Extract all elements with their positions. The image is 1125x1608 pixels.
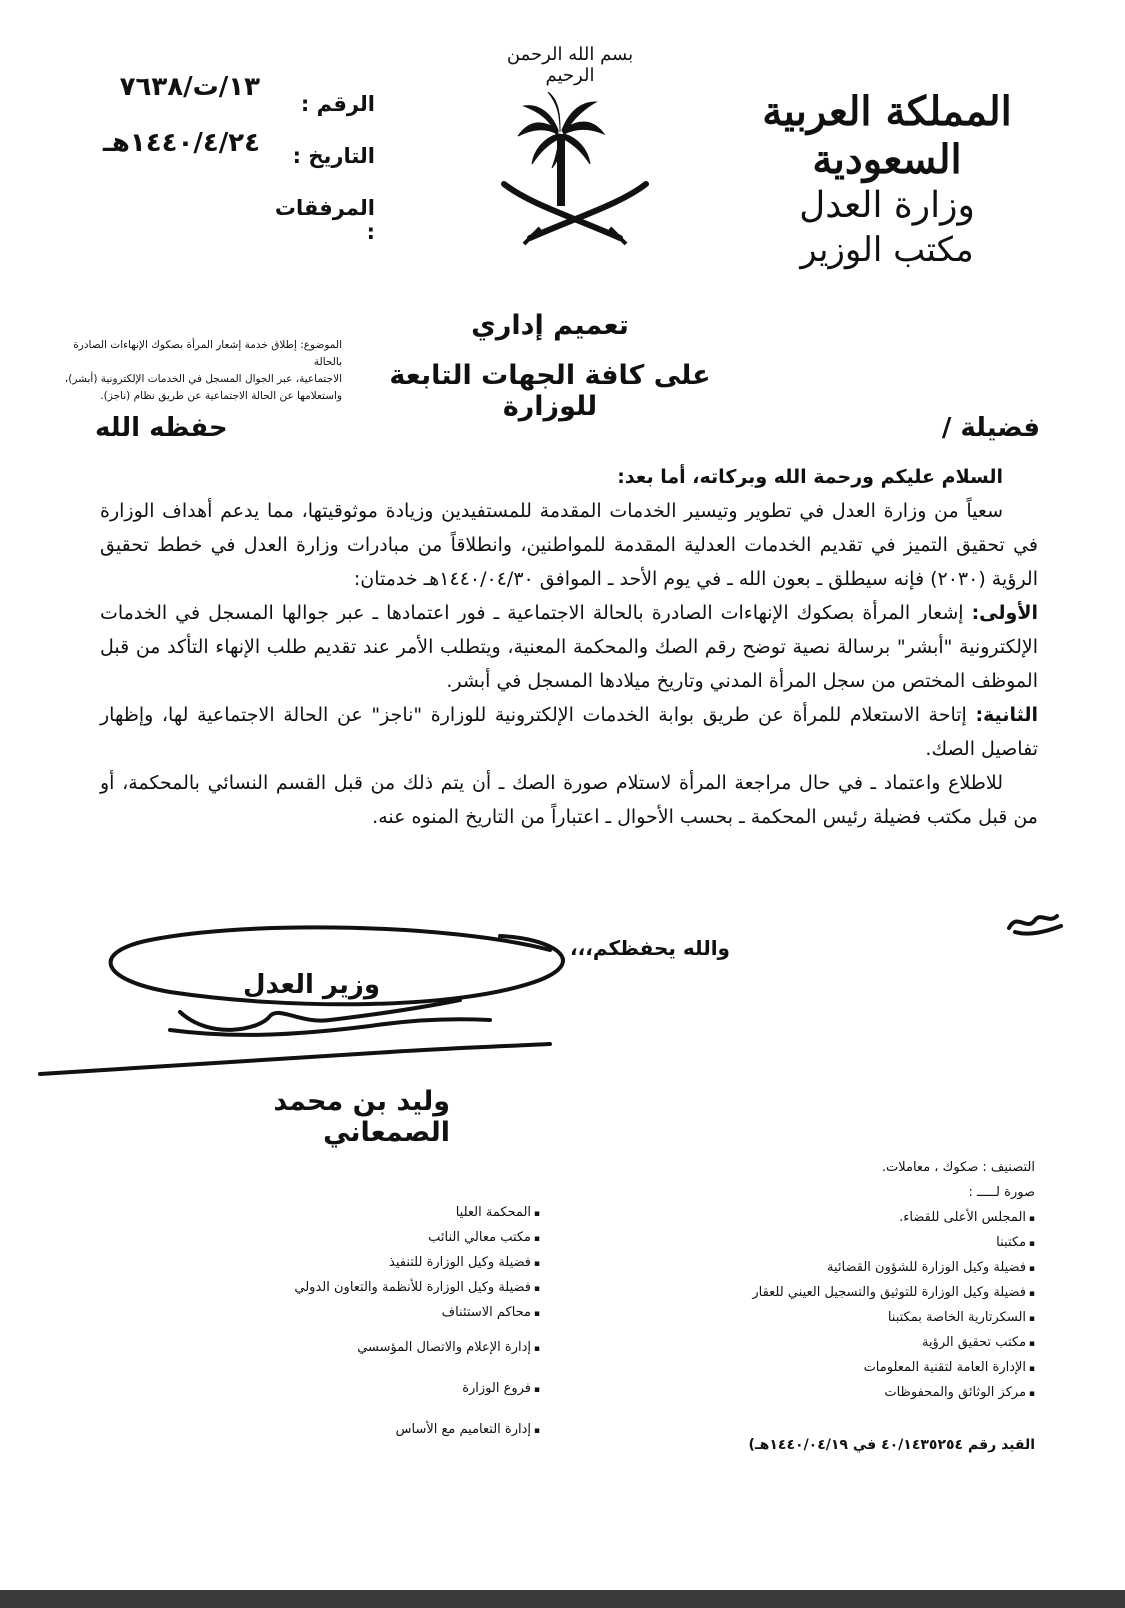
second-label: الثانية: — [975, 704, 1038, 726]
farewell: والله يحفظكم،،، — [570, 936, 730, 960]
ministry-name: وزارة العدل — [799, 185, 975, 226]
basmala: بسم الله الرحمن الرحيم — [506, 44, 634, 86]
list-item: ▪ فضيلة وكيل الوزارة للشؤون القضائية — [640, 1255, 1035, 1280]
reference-labels — [274, 92, 375, 248]
list-item: ▪ الإدارة العامة لتقنية المعلومات — [640, 1355, 1035, 1380]
subject-line: الاجتماعية، عبر الجوال المسجل في الخدمات الإلكترونية (أبشر)، — [64, 373, 342, 385]
intro-paragraph: سعياً من وزارة العدل في تطوير وتيسير الخدمات المقدمة للمستفيدين وزيادة موثوقيتها، مما يدعم أهداف الوزارة في تحقيق التميز في تقديم الخدمات العدلية المقدمة للمواطنين، وانطلاقاً من مبادرات وزارة العدل في خطط تحقيق الرؤية (٢٠٣٠) فإنه سيطلق ـ بعون الله ـ في يوم الأحد ـ الموافق ١٤٤٠/٠٤/٣٠هـ خدمتان: — [100, 500, 1038, 590]
attachments-label: المرفقات : — [274, 196, 375, 244]
date-label: التاريخ : — [292, 144, 375, 168]
list-item: ▪ مكتبنا — [640, 1230, 1035, 1255]
distribution-right — [640, 1155, 1035, 1405]
copy-to-label: صورة لـــــ : — [968, 1185, 1035, 1200]
list-item: ▪ فضيلة وكيل الوزارة للتوثيق والتسجيل العيني للعقار — [640, 1280, 1035, 1305]
list-item: ▪ مركز الوثائق والمحفوظات — [640, 1380, 1035, 1405]
honorific: فضيلة / — [941, 413, 1040, 443]
first-label: الأولى: — [971, 602, 1038, 624]
reference-values — [85, 72, 260, 184]
second-text: إتاحة الاستعلام للمرأة عن طريق بوابة الخدمات الإلكترونية للوزارة "ناجز" عن الحالة الاجتماعية لها، وإظهار تفاصيل الصك. — [100, 704, 1038, 760]
kingdom-name: المملكة العربية السعودية — [762, 88, 1012, 183]
distribution-left — [240, 1200, 540, 1442]
list-item: ▪ محاكم الاستئناف — [240, 1300, 540, 1325]
initials-mark-icon — [1005, 902, 1065, 942]
number-label: الرقم : — [300, 92, 375, 116]
list-item: ▪ فضيلة وكيل الوزارة للأنظمة والتعاون الدولي — [240, 1275, 540, 1300]
minister-name: وليد بن محمد الصمعاني — [273, 1086, 450, 1148]
greeting: السلام عليكم ورحمة الله وبركاته، أما بعد: — [617, 466, 1003, 488]
list-item: ▪ مكتب معالي النائب — [240, 1225, 540, 1250]
second-service — [100, 698, 1038, 766]
list-item: ▪ مكتب تحقيق الرؤية — [640, 1330, 1035, 1355]
list-item: ▪ المحكمة العليا — [240, 1200, 540, 1225]
subject-line: الموضوع: إطلاق خدمة إشعار المرأة بصكوك الإنهاءات الصادرة بالحالة — [73, 339, 342, 368]
closing-paragraph: للاطلاع واعتماد ـ في حال مراجعة المرأة لاستلام صورة الصك ـ أن يتم ذلك من قبل القسم النسائي بالمحكمة، أو من قبل مكتب فضيلة رئيس المحكمة ـ بحسب الأحوال ـ اعتباراً من التاريخ المنوه عنه. — [100, 772, 1038, 828]
list-item: ▪ إدارة التعاميم مع الأساس — [240, 1417, 540, 1442]
palm-swords-emblem-icon — [500, 88, 650, 248]
letterhead — [707, 88, 1067, 272]
list-item: ▪ فضيلة وكيل الوزارة للتنفيذ — [240, 1250, 540, 1275]
office-name: مكتب الوزير — [800, 230, 974, 270]
letter-body — [100, 460, 1038, 834]
number-value: ١٣/ت/٧٦٣٨ — [119, 72, 260, 102]
list-item: ▪ المجلس الأعلى للقضاء. — [640, 1205, 1035, 1230]
addressee-line — [95, 413, 1040, 443]
first-text: إشعار المرأة بصكوك الإنهاءات الصادرة بالحالة الاجتماعية ـ فور اعتمادها ـ عبر جوالها المسجل في الخدمات الإلكترونية "أبشر" برسالة نصية توضح رقم الصك والمحكمة المعنية، ويتطلب الأمر عند تقديم طلب الإنهاء التأكد من قبل الموظف المختص من سجل المرأة المدني وتاريخ ميلادها المسجل في أبشر. — [100, 602, 1038, 692]
first-service — [100, 596, 1038, 698]
blessing: حفظه الله — [95, 413, 228, 443]
date-value: ١٤٤٠/٤/٢٤هـ — [103, 128, 260, 158]
minister-title: وزير العدل — [242, 970, 380, 1000]
bottom-bar — [0, 1590, 1125, 1608]
list-item: ▪ فروع الوزارة — [240, 1376, 540, 1401]
classification: التصنيف : صكوك ، معاملات. — [881, 1160, 1035, 1175]
list-item: ▪ السكرتارية الخاصة بمكتبنا — [640, 1305, 1035, 1330]
circular-recipients: على كافة الجهات التابعة للوزارة — [389, 360, 711, 422]
subject-line: واستعلامها عن الحالة الاجتماعية عن طريق نظام (ناجز). — [100, 390, 342, 402]
list-item: ▪ إدارة الإعلام والاتصال المؤسسي — [240, 1335, 540, 1360]
subject-note — [42, 337, 342, 405]
circular-title: تعميم إداري — [471, 310, 629, 341]
record-number: القيد رقم ٤٠/١٤٣٥٢٥٤ في ١٤٤٠/٠٤/١٩هـ) — [748, 1437, 1035, 1453]
